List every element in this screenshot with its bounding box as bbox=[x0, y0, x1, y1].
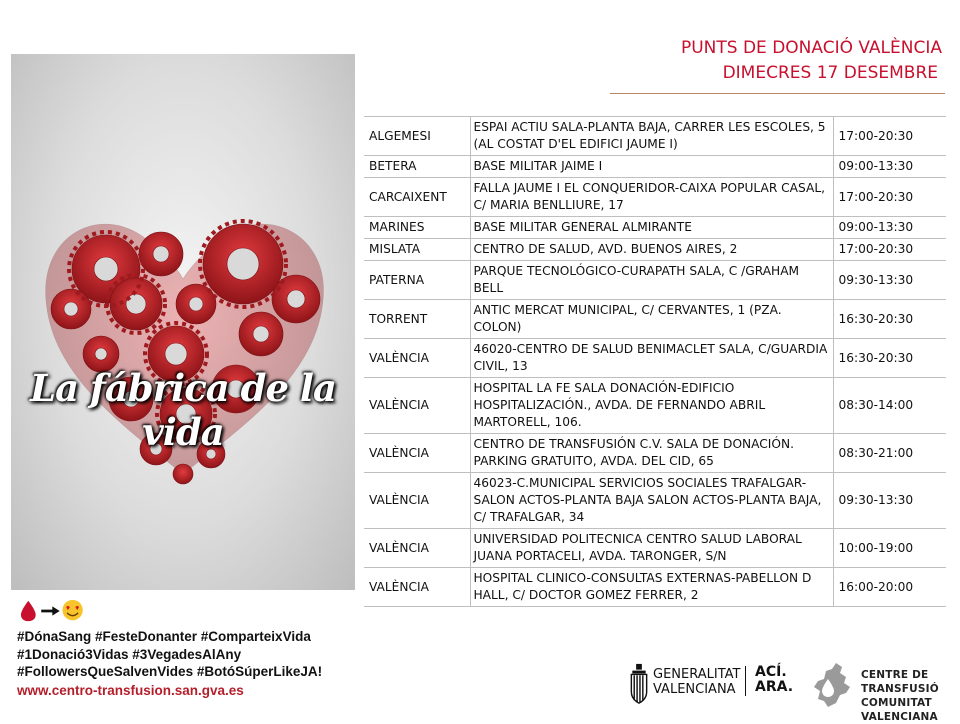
place-cell: 46020-CENTRO DE SALUD BENIMACLET SALA, C/GUARDIA CIVIL, 13 bbox=[470, 339, 833, 378]
table-row bbox=[364, 473, 946, 529]
centre-transfusio-map-icon bbox=[806, 661, 858, 709]
place-cell: HOSPITAL CLINICO-CONSULTAS EXTERNAS-PABELLON D HALL, C/ DOCTOR GOMEZ FERRER, 2 bbox=[470, 568, 833, 607]
aci-line: ACÍ. bbox=[755, 664, 787, 680]
place-cell: CENTRO DE SALUD, AVD. BUENOS AIRES, 2 bbox=[470, 239, 833, 261]
town-cell: VALÈNCIA bbox=[364, 473, 470, 529]
header-title: PUNTS DE DONACIÓ VALÈNCIA bbox=[680, 38, 942, 58]
town-cell: VALÈNCIA bbox=[364, 529, 470, 568]
town-cell: VALÈNCIA bbox=[364, 568, 470, 607]
hours-cell: 16:30-20:30 bbox=[833, 339, 946, 378]
hours-cell: 17:00-20:30 bbox=[833, 239, 946, 261]
table-row bbox=[364, 239, 946, 261]
table-row bbox=[364, 339, 946, 378]
table-row bbox=[364, 300, 946, 339]
table-row bbox=[364, 178, 946, 217]
place-cell: BASE MILITAR GENERAL ALMIRANTE bbox=[470, 217, 833, 239]
hashtag-line: #1Donació3Vidas #3VegadesAlAny bbox=[17, 646, 242, 662]
hours-cell: 17:00-20:30 bbox=[833, 178, 946, 217]
town-cell: VALÈNCIA bbox=[364, 434, 470, 473]
gva-line: VALENCIANA bbox=[653, 682, 736, 697]
town-cell: MARINES bbox=[364, 217, 470, 239]
hours-cell: 17:00-20:30 bbox=[833, 117, 946, 156]
town-cell: VALÈNCIA bbox=[364, 339, 470, 378]
table-row bbox=[364, 117, 946, 156]
place-cell: FALLA JAUME I EL CONQUERIDOR-CAIXA POPULAR CASAL, C/ MARIA BENLLIURE, 17 bbox=[470, 178, 833, 217]
hours-cell: 08:30-14:00 bbox=[833, 378, 946, 434]
aci-ara-logo bbox=[755, 665, 793, 695]
campaign-poster bbox=[11, 54, 355, 590]
place-cell: PARQUE TECNOLÓGICO-CURAPATH SALA, C /GRAHAM BELL bbox=[470, 261, 833, 300]
generalitat-coat-of-arms-icon bbox=[628, 662, 650, 706]
aci-line: ARA. bbox=[755, 679, 794, 695]
header-divider bbox=[610, 93, 945, 94]
table-row bbox=[364, 529, 946, 568]
centre-transfusio-logo-text bbox=[861, 668, 960, 724]
place-cell: BASE MILITAR JAIME I bbox=[470, 156, 833, 178]
hours-cell: 09:00-13:30 bbox=[833, 156, 946, 178]
hashtag-line: #DónaSang #FesteDonanter #ComparteixVida bbox=[17, 629, 311, 644]
town-cell: ALGEMESI bbox=[364, 117, 470, 156]
town-cell: TORRENT bbox=[364, 300, 470, 339]
logo-separator bbox=[745, 666, 746, 696]
blood-drop-to-heart-eyes-icon bbox=[16, 599, 96, 623]
website-link[interactable]: www.centro-transfusion.san.gva.es bbox=[17, 683, 244, 698]
hours-cell: 10:00-19:00 bbox=[833, 529, 946, 568]
table-row bbox=[364, 156, 946, 178]
place-cell: ANTIC MERCAT MUNICIPAL, C/ CERVANTES, 1 (PZA. COLON) bbox=[470, 300, 833, 339]
hours-cell: 09:00-13:30 bbox=[833, 217, 946, 239]
gva-line: GENERALITAT bbox=[653, 667, 741, 682]
table-row bbox=[364, 568, 946, 607]
place-cell: ESPAI ACTIU SALA-PLANTA BAJA, CARRER LES ESCOLES, 5 (AL COSTAT D'EL EDIFICI JAUME I) bbox=[470, 117, 833, 156]
table-row bbox=[364, 378, 946, 434]
town-cell: MISLATA bbox=[364, 239, 470, 261]
town-cell: PATERNA bbox=[364, 261, 470, 300]
place-cell: 46023-C.MUNICIPAL SERVICIOS SOCIALES TRAFALGAR-SALON ACTOS-PLANTA BAJA SALON ACTOS-PLANTA BAJA, C/ TRAFALGAR, 34 bbox=[470, 473, 833, 529]
place-cell: HOSPITAL LA FE SALA DONACIÓN-EDIFICIO HOSPITALIZACIÓN., AVDA. DE FERNANDO ABRIL MARTORELL, 106. bbox=[470, 378, 833, 434]
hours-cell: 09:30-13:30 bbox=[833, 473, 946, 529]
place-cell: UNIVERSIDAD POLITECNICA CENTRO SALUD LABORAL JUANA PORTACELI, AVDA. TARONGER, S/N bbox=[470, 529, 833, 568]
town-cell: CARCAIXENT bbox=[364, 178, 470, 217]
table-row bbox=[364, 434, 946, 473]
hours-cell: 09:30-13:30 bbox=[833, 261, 946, 300]
hours-cell: 16:30-20:30 bbox=[833, 300, 946, 339]
ct-line: COMUNITAT VALENCIANA bbox=[861, 697, 938, 723]
hashtag-line: #FollowersQueSalvenVides #BotóSúperLikeJA! bbox=[17, 664, 323, 679]
ct-line: CENTRE DE TRANSFUSIÓ bbox=[861, 669, 939, 695]
table-row bbox=[364, 261, 946, 300]
header-date: DIMECRES 17 DESEMBRE bbox=[722, 63, 938, 83]
page-header bbox=[681, 36, 942, 86]
town-cell: BETERA bbox=[364, 156, 470, 178]
place-cell: CENTRO DE TRANSFUSIÓN C.V. SALA DE DONACIÓN. PARKING GRATUITO, AVDA. DEL CID, 65 bbox=[470, 434, 833, 473]
donation-points-table bbox=[364, 116, 946, 607]
poster-title: La fábrica de la vida bbox=[30, 366, 336, 454]
gear-heart-graphic bbox=[11, 54, 355, 590]
town-cell: VALÈNCIA bbox=[364, 378, 470, 434]
hours-cell: 16:00-20:00 bbox=[833, 568, 946, 607]
table-row bbox=[364, 217, 946, 239]
hours-cell: 08:30-21:00 bbox=[833, 434, 946, 473]
hashtags bbox=[17, 628, 357, 681]
generalitat-logo-text bbox=[653, 667, 740, 697]
